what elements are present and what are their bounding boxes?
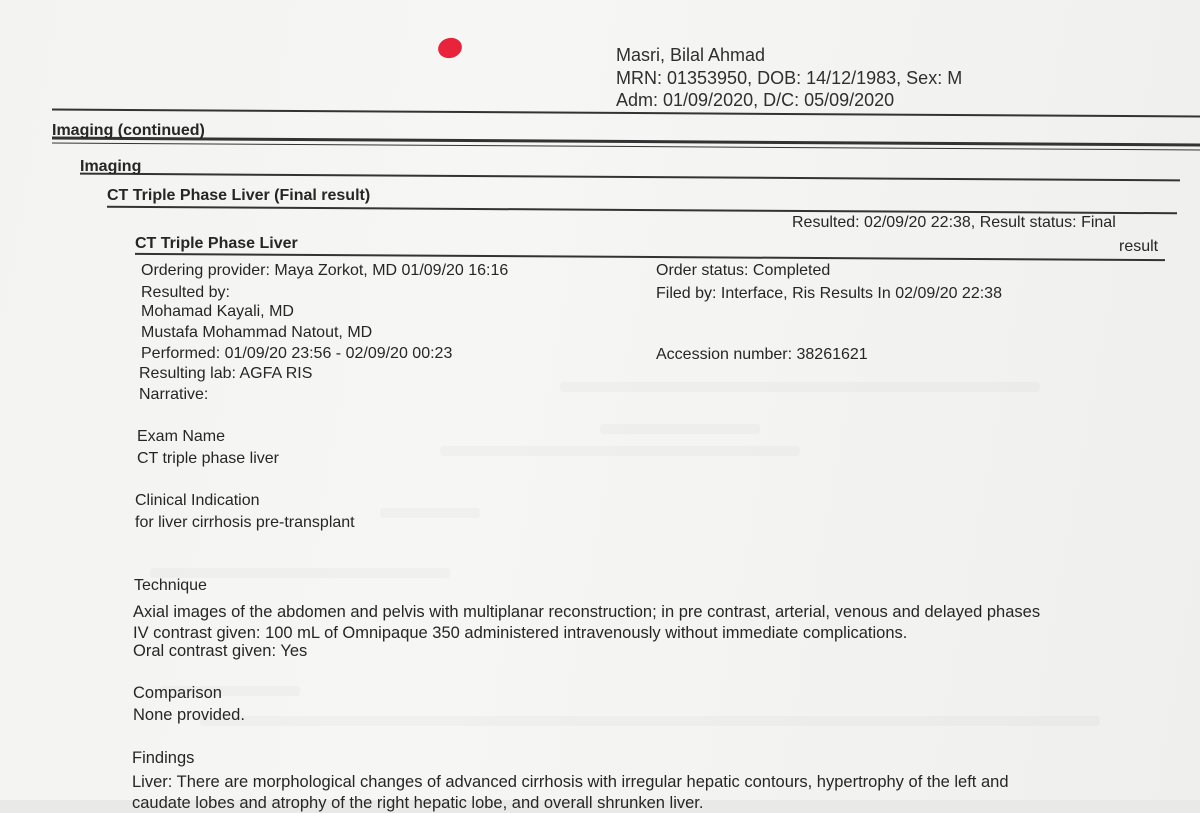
technique-line: Oral contrast given: Yes (133, 642, 308, 660)
technique-label: Technique (134, 577, 207, 594)
bleed-through-text (380, 508, 480, 518)
bleed-through-text (200, 716, 1100, 726)
exam-title: CT Triple Phase Liver (135, 235, 298, 252)
comparison-label: Comparison (133, 684, 222, 702)
filed-by: Filed by: Interface, Ris Results In 02/09/20 22:38 (656, 285, 1002, 302)
resulted-by-name: Mustafa Mohammad Natout, MD (141, 324, 373, 341)
exam-result-heading: CT Triple Phase Liver (Final result) (107, 187, 371, 204)
resulted-by-name: Mohamad Kayali, MD (141, 303, 294, 320)
section-heading-imaging: Imaging (80, 158, 142, 175)
section-heading-imaging-continued: Imaging (continued) (52, 122, 205, 139)
resulting-lab: Resulting lab: AGFA RIS (139, 365, 313, 382)
patient-mrn-dob-sex: MRN: 01353950, DOB: 14/12/1983, Sex: M (616, 67, 963, 88)
exam-name-label: Exam Name (137, 428, 226, 445)
clinical-indication-label: Clinical Indication (135, 492, 260, 509)
ordering-provider: Ordering provider: Maya Zorkot, MD 01/09/20 16:16 (141, 262, 509, 279)
bleed-through-text (440, 446, 800, 456)
result-status-line: result (1119, 238, 1159, 255)
narrative-label: Narrative: (139, 386, 209, 403)
findings-line: caudate lobes and atrophy of the right hepatic lobe, and overall shrunken liver. (132, 794, 704, 812)
patient-header (616, 44, 962, 112)
red-ink-mark (436, 35, 464, 61)
accession-number: Accession number: 38261621 (656, 346, 868, 363)
exam-name-value: CT triple phase liver (137, 450, 279, 467)
bleed-through-text (600, 424, 760, 434)
exam-title-divider (135, 253, 1165, 261)
comparison-value: None provided. (133, 706, 245, 724)
result-status-line: Resulted: 02/09/20 22:38, Result status: Final (792, 214, 1116, 231)
patient-name: Masri, Bilal Ahmad (616, 45, 766, 65)
clinical-indication-value: for liver cirrhosis pre-transplant (135, 514, 355, 531)
findings-label: Findings (132, 749, 195, 767)
bleed-through-text (560, 382, 1040, 392)
order-status: Order status: Completed (656, 262, 831, 279)
resulted-by-label: Resulted by: (141, 284, 230, 301)
technique-line: Axial images of the abdomen and pelvis with multiplanar reconstruction; in pre contrast, arterial, venous and delayed phases (133, 603, 1041, 621)
findings-line: Liver: There are morphological changes of advanced cirrhosis with irregular hepatic contours, hypertrophy of the left and (132, 773, 1009, 791)
technique-line: IV contrast given: 100 mL of Omnipaque 350 administered intravenously without immediate complications. (133, 624, 908, 642)
performed-dates: Performed: 01/09/20 23:56 - 02/09/20 00:23 (141, 345, 453, 362)
admission-dates: Adm: 01/09/2020, D/C: 05/09/2020 (616, 90, 895, 110)
imaging-divider (80, 173, 1180, 182)
exam-result-divider (107, 206, 1177, 215)
